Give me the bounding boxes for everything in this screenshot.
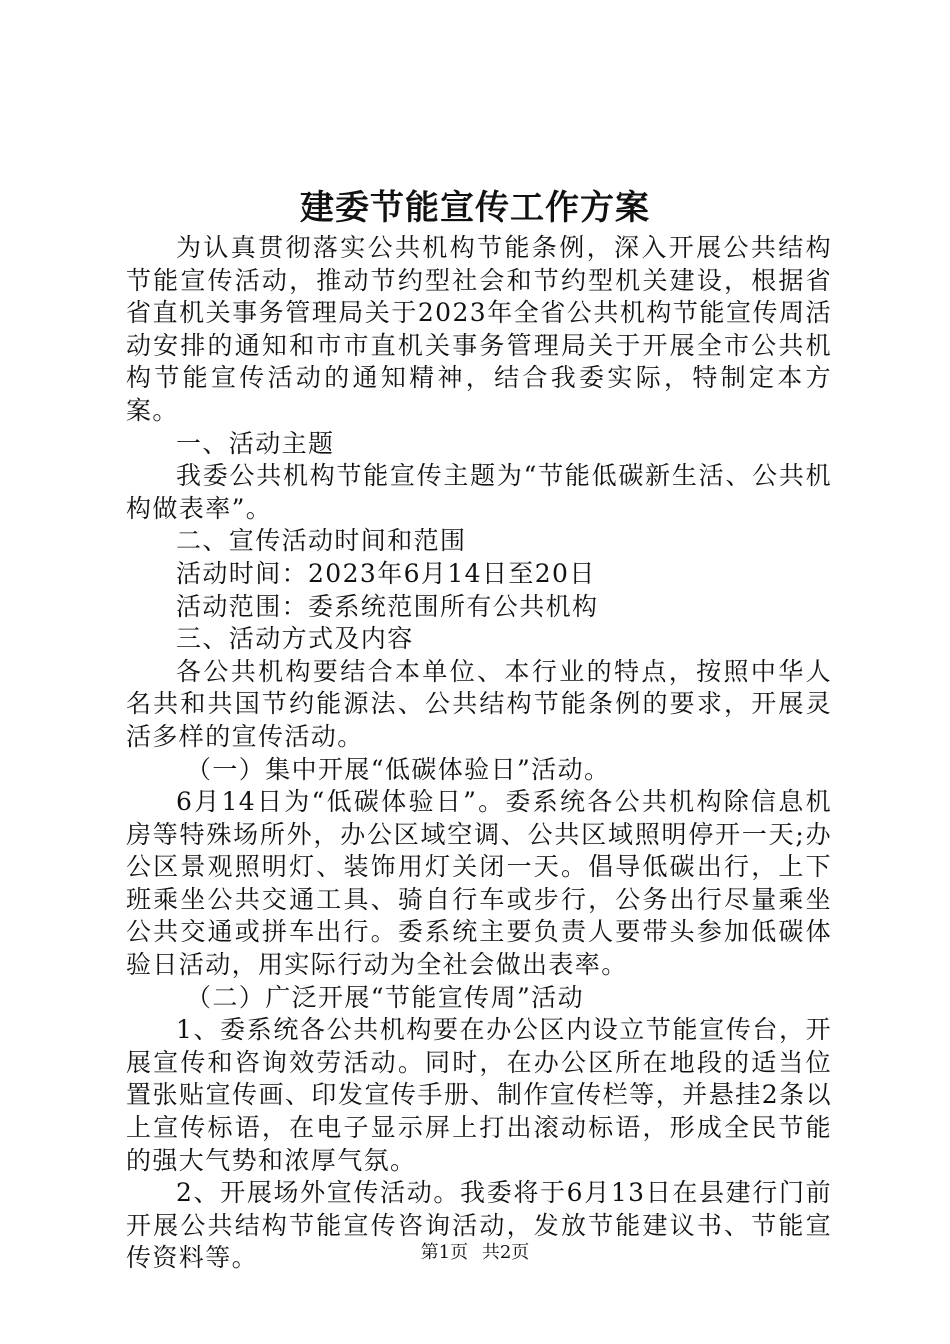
document-body: [126, 232, 832, 1275]
paragraph-activity-time: 活动时间：2023年6月14日至20日: [176, 558, 596, 588]
paragraph-intro: 为认真贯彻落实公共机构节能条例，深入开展公共结构节能宣传活动，推动节约型社会和节约型机关建设，根据省省直机关事务管理局关于2023年全省公共机构节能宣传周活动安排的通知和市市直机关事务管理局关于开展全市公共机构节能宣传活动的通知精神，结合我委实际，特制定本方案。: [126, 233, 832, 425]
subheading-energy-week: （二）广泛开展“节能宣传周”活动: [186, 982, 584, 1012]
paragraph-methods: 各公共机构要结合本单位、本行业的特点，按照中华人名共和共国节约能源法、公共结构节能条例的要求，开展灵活多样的宣传活动。: [126, 656, 832, 751]
subheading-low-carbon-day: （一）集中开展“低碳体验日”活动。: [186, 754, 611, 784]
paragraph-theme: 我委公共机构节能宣传主题为“节能低碳新生活、公共机构做表率”。: [126, 461, 832, 523]
page-number: 第1页: [420, 1242, 469, 1263]
heading-activity-theme: 一、活动主题: [176, 428, 335, 458]
paragraph-activity-scope: 活动范围：委系统范围所有公共机构: [176, 591, 599, 621]
paragraph-item-1: 1、委系统各公共机构要在办公区内设立节能宣传台，开展宣传和咨询效劳活动。同时，在办公区所在地段的适当位置张贴宣传画、印发宣传手册、制作宣传栏等，并悬挂2条以上宣传标语，在电子显示屏上打出滚动标语，形成全民节能的强大气势和浓厚气氛。: [126, 1015, 832, 1175]
heading-methods-content: 三、活动方式及内容: [176, 624, 414, 654]
heading-time-scope: 二、宣传活动时间和范围: [176, 526, 467, 556]
paragraph-low-carbon-day: 6月14日为“低碳体验日”。委系统各公共机构除信息机房等特殊场所外，办公区域空调、公共区域照明停开一天;办公区景观照明灯、装饰用灯关闭一天。倡导低碳出行，上下班乘坐公共交通工具、骑自行车或步行，公务出行尽量乘坐公共交通或拼车出行。委系统主要负责人要带头参加低碳体验日活动，用实际行动为全社会做出表率。: [126, 787, 832, 980]
page-footer: [0, 1241, 950, 1265]
paragraph-item-2: 2、开展场外宣传活动。我委将于6月13日在县建行门前开展公共结构节能宣传咨询活动，发放节能建议书、节能宣传资料等。: [126, 1178, 832, 1273]
page-total: 共2页: [481, 1242, 530, 1263]
document-title: 建委节能宣传工作方案: [300, 188, 650, 228]
